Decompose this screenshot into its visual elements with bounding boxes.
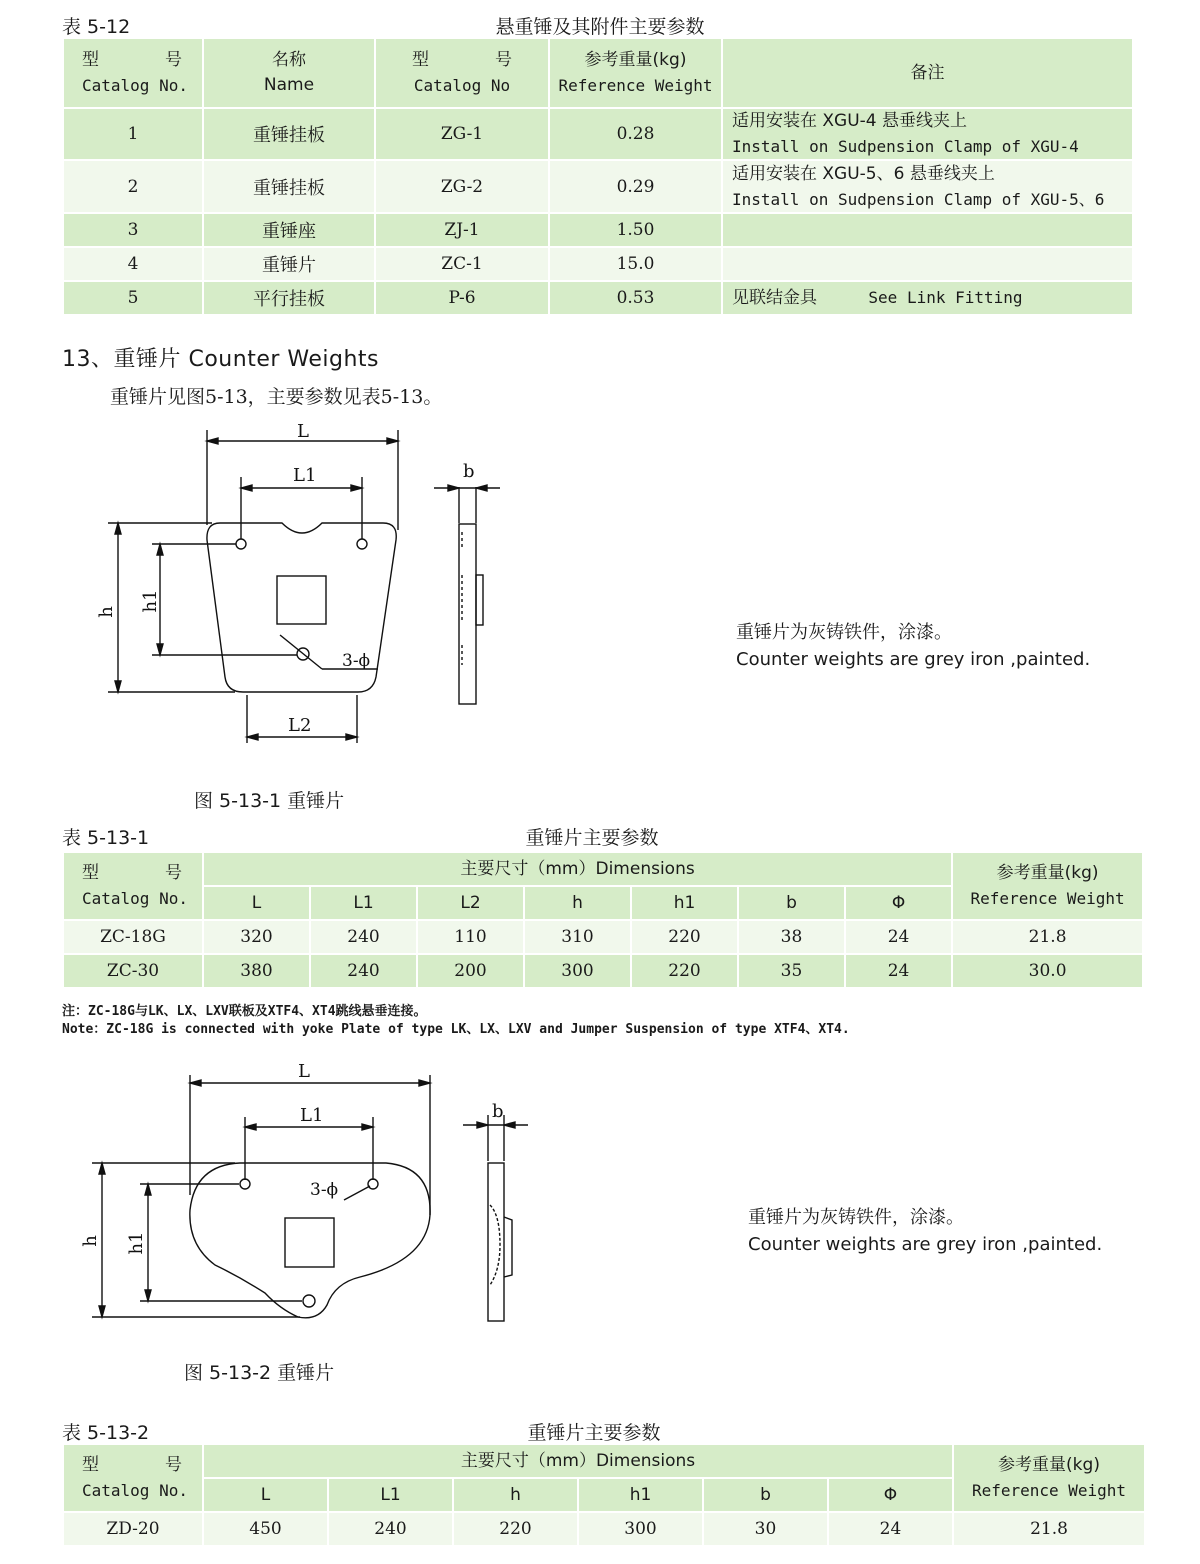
header-catalog [63,852,203,920]
header-col: h [453,1478,578,1512]
header-text: 参考重量(kg) [998,1455,1100,1475]
table-row [63,108,1133,160]
header-col: L2 [417,886,524,920]
dim-label-L: L [297,421,309,442]
header-text: 号 [495,50,512,70]
dim-label-b: b [463,461,475,482]
cell-no: 4 [63,247,203,281]
header-col: L [203,1478,328,1512]
header-weight [953,1444,1145,1512]
cell-model: ZC-30 [63,954,203,988]
table-label: 表 5-12 [62,16,131,38]
cell-weight: 0.28 [549,108,722,160]
section-heading: 13、重锤片 Counter Weights [62,347,380,372]
header-text: Catalog No. [82,889,188,908]
cell-value: 240 [310,920,417,954]
table-label: 表 5-13-1 [62,827,150,849]
cell-weight: 21.8 [953,1512,1145,1546]
table-row [63,160,1133,213]
header-col: h1 [578,1478,703,1512]
dim-label-L1: L1 [300,1105,324,1126]
cell-value: 24 [828,1512,953,1546]
header-text: 号 [165,863,182,883]
cell-name: 平行挂板 [203,281,375,315]
header-dimensions: 主要尺寸（mm）Dimensions [203,852,952,886]
cell-value: 310 [524,920,631,954]
cell-no: 1 [63,108,203,160]
header-text: 号 [165,1455,182,1475]
cell-note [722,108,1133,160]
cell-value: 200 [417,954,524,988]
header-text: 型 [82,1455,99,1475]
header-text: 型 [82,50,99,70]
cell-value: 24 [845,954,952,988]
header-remarks: 备注 [722,38,1133,108]
table-row [63,281,1133,315]
table-5-13-1 [62,851,1144,989]
cell-value: 320 [203,920,310,954]
dim-label-L1: L1 [293,465,317,486]
header-col: L1 [310,886,417,920]
cell-name: 重锤片 [203,247,375,281]
table-row [63,247,1133,281]
cell-weight: 15.0 [549,247,722,281]
figure1-desc-en: Counter weights are grey iron ,painted. [736,649,1091,670]
figure2-caption: 图 5-13-2 重锤片 [184,1362,335,1384]
figure2-desc-en: Counter weights are grey iron ,painted. [748,1234,1103,1255]
table-row [63,213,1133,247]
header-text: Catalog No. [82,1481,188,1500]
header-catalog [63,1444,203,1512]
table-title: 重锤片主要参数 [527,1422,661,1444]
cell-model: ZC-1 [375,247,549,281]
cell-model: ZD-20 [63,1512,203,1546]
cell-value: 110 [417,920,524,954]
table-title: 悬重锤及其附件主要参数 [495,16,705,38]
cell-value: 35 [738,954,845,988]
cell-model: ZC-18G [63,920,203,954]
cell-value: 240 [328,1512,453,1546]
table-title: 重锤片主要参数 [525,827,659,849]
cell-value: 300 [524,954,631,988]
table-label: 表 5-13-2 [62,1422,150,1444]
cell-name: 重锤挂板 [203,160,375,213]
cell-value: 24 [845,920,952,954]
header-model [375,38,549,108]
dim-label-h1: h1 [140,589,161,613]
note-cn: 见联结金具 [732,288,817,308]
note-en: Install on Sudpension Clamp of XGU-5、6 [732,189,1105,209]
cell-model: ZJ-1 [375,213,549,247]
header-text: 名称 [272,50,306,70]
cell-value: 220 [631,954,738,988]
note-en: Install on Sudpension Clamp of XGU-4 [732,137,1079,156]
figure1-caption: 图 5-13-1 重锤片 [194,790,345,812]
cell-value: 380 [203,954,310,988]
header-col: h [524,886,631,920]
cell-note [722,160,1133,213]
cell-note [722,281,1133,315]
cell-value: 30 [703,1512,828,1546]
cell-weight: 21.8 [952,920,1143,954]
header-col: b [738,886,845,920]
dim-label-h: h [80,1235,101,1247]
header-text: Catalog No. [82,76,188,95]
cell-value: 38 [738,920,845,954]
header-text: 号 [165,50,182,70]
section-intro: 重锤片见图5-13，主要参数见表5-13。 [110,386,443,408]
table-row [63,1512,1145,1546]
dim-label-phi: 3-ϕ [342,651,371,671]
header-col: Φ [845,886,952,920]
cell-name: 重锤座 [203,213,375,247]
table-row [63,954,1143,988]
cell-note [722,247,1133,281]
header-text: 型 [82,863,99,883]
header-text: 参考重量(kg) [996,863,1099,883]
cell-value: 240 [310,954,417,988]
cell-value: 220 [631,920,738,954]
header-col: b [703,1478,828,1512]
table2-note-cn: 注：ZC-18G与LK、LX、LXV联板及XTF4、XT4跳线悬垂连接。 [62,1004,427,1019]
cell-value: 450 [203,1512,328,1546]
header-col: L1 [328,1478,453,1512]
cell-no: 5 [63,281,203,315]
header-col: Φ [828,1478,953,1512]
table-row [63,920,1143,954]
table-5-12 [62,37,1134,316]
cell-value: 300 [578,1512,703,1546]
table-header-row [63,38,1133,108]
table2-note-en: Note：ZC-18G is connected with yoke Plate of type LK、LX、LXV and Jumper Suspension of type XTF4、XT4. [62,1022,850,1037]
header-weight [549,38,722,108]
cell-name: 重锤挂板 [203,108,375,160]
header-text: 参考重量(kg) [584,50,687,70]
header-text: Catalog No [413,76,511,95]
figure1-desc-cn: 重锤片为灰铸铁件，涂漆。 [736,622,952,643]
figure-5-13-1-drawing [0,415,620,775]
dim-label-L2: L2 [288,715,312,736]
cell-model: ZG-1 [375,108,549,160]
dim-label-L: L [298,1061,310,1082]
header-catalog [63,38,203,108]
cell-weight: 30.0 [952,954,1143,988]
header-col: L [203,886,310,920]
header-name [203,38,375,108]
note-cn: 适用安装在 XGU-4 悬垂线夹上 [732,111,968,131]
header-text: 型 [412,50,429,70]
cell-no: 3 [63,213,203,247]
table-5-13-2 [62,1443,1146,1547]
header-text: Name [263,75,315,95]
dim-label-phi: 3-ϕ [310,1180,339,1200]
cell-model: P-6 [375,281,549,315]
figure-5-13-2-drawing [0,1055,620,1355]
header-dimensions: 主要尺寸（mm）Dimensions [203,1444,953,1478]
header-text: Reference Weight [558,76,713,95]
cell-note [722,213,1133,247]
dim-label-b: b [492,1101,504,1122]
header-col: h1 [631,886,738,920]
header-weight [952,852,1143,920]
note-cn: 适用安装在 XGU-5、6 悬垂线夹上 [732,163,995,184]
cell-weight: 1.50 [549,213,722,247]
cell-weight: 0.29 [549,160,722,213]
dim-label-h: h [96,606,117,618]
header-text: Reference Weight [971,1481,1127,1500]
dim-label-h1: h1 [126,1231,147,1255]
cell-no: 2 [63,160,203,213]
cell-value: 220 [453,1512,578,1546]
note-en: See Link Fitting [868,288,1023,307]
header-text: Reference Weight [970,889,1125,908]
figure2-desc-cn: 重锤片为灰铸铁件，涂漆。 [748,1207,964,1228]
cell-model: ZG-2 [375,160,549,213]
table-header-row [63,1444,1145,1478]
cell-weight: 0.53 [549,281,722,315]
table-header-row [63,852,1143,886]
